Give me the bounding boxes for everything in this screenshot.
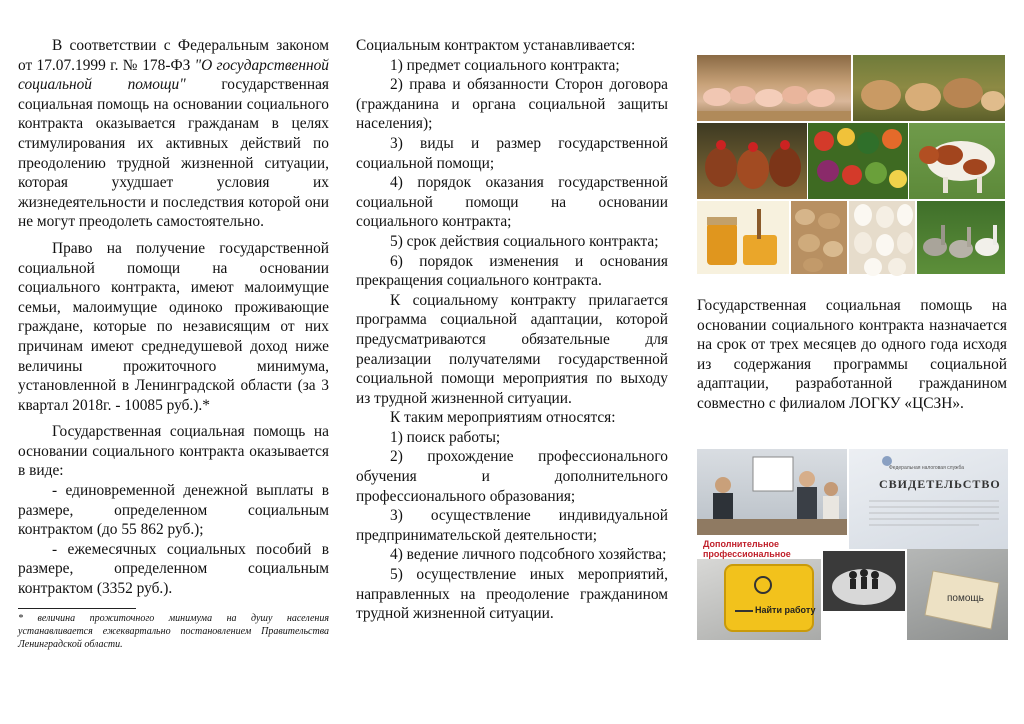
measure-item: 5) осуществление иных мероприятий, направленных на преодоление гражданином трудной жизненной ситуации. bbox=[356, 566, 668, 623]
certificate-photo bbox=[849, 449, 1008, 549]
certificate-header: Федеральная налоговая служба bbox=[889, 465, 965, 471]
measure-item: 1) поиск работы; bbox=[390, 428, 501, 446]
monthly-allowance-item: - ежемесячных социальных пособий в размере, определенном социальным контрактом (3352 руб.). bbox=[18, 540, 329, 598]
honey-photo bbox=[697, 201, 789, 274]
contract-item: 6) порядок изменения и основания прекращения социального контракта. bbox=[356, 252, 668, 290]
measure-item: 3) осуществление индивидуальной предпринимательской деятельности; bbox=[356, 507, 668, 544]
keyboard-photo bbox=[697, 559, 821, 640]
right-column bbox=[697, 296, 1007, 414]
helping-hands-photo bbox=[823, 551, 905, 611]
potatoes-photo bbox=[791, 201, 847, 274]
footnote-divider bbox=[18, 608, 136, 609]
contract-item: 3) виды и размер государственной социальной помощи; bbox=[356, 134, 668, 172]
contract-item: 5) срок действия социального контракта; bbox=[390, 232, 659, 250]
piglets-photo bbox=[697, 55, 851, 121]
footnote: * величина прожиточного минимума на душу населения устанавливается ежеквартально постановлением Правительства Ленинградской области. bbox=[18, 612, 329, 650]
geese-photo bbox=[917, 201, 1005, 274]
measure-item: 2) прохождение профессионального обучения и дополнительного профессионального образования; bbox=[356, 448, 668, 505]
help-note-photo bbox=[907, 549, 1008, 640]
find-job-key-label: Найти работу bbox=[755, 605, 816, 615]
measure-item: 4) ведение личного подсобного хозяйства; bbox=[390, 546, 667, 564]
contract-item: 2) права и обязанности Сторон договора (гражданина и органа социальной защиты населения); bbox=[356, 76, 668, 133]
duration-paragraph: Государственная социальная помощь на основании социального контракта назначается на срок от трех месяцев до одного года исходя из содержания программы социальной адаптации, разработанной гражданином совместно с филиалом ЛОГКУ «ЦСЗН». bbox=[697, 297, 1007, 412]
meeting-photo bbox=[697, 449, 847, 535]
lump-sum-item: - единовременной денежной выплаты в размере, определенном социальным контрактом (до 55 862 руб.); bbox=[18, 482, 329, 539]
help-note-label: помощь bbox=[947, 593, 984, 604]
intro-text-continued: государственная социальная помощь на основании социального контракта оказывается гражданам в целях стимулирования их активных действий по преодолению трудной жизненной ситуации, которая ухудшает условия их жизнедеятельности и последствия которой они не могут преодолеть самостоятельно. bbox=[18, 76, 329, 231]
eggs-photo bbox=[849, 201, 915, 274]
law-title: "О государственной социальной помощи" bbox=[18, 56, 329, 94]
measures-heading: К таким мероприятиям относятся: bbox=[390, 409, 616, 427]
contract-heading: Социальным контрактом устанавливается: bbox=[356, 37, 636, 54]
adaptation-program-paragraph: К социальному контракту прилагается программа социальной адаптации, которой предусматриваются обязательные для реализации получателями государственной социальной помощи мероприятия по выходу из трудной жизненной ситуации. bbox=[356, 291, 668, 407]
contract-item: 1) предмет социального контракта; bbox=[390, 56, 620, 74]
certificate-title: СВИДЕТЕЛЬСТВО bbox=[879, 477, 1001, 491]
contract-item: 4) порядок оказания государственной социальной помощи на основании социального контракта; bbox=[356, 174, 668, 231]
farm-collage-image bbox=[697, 55, 1005, 274]
chickens-photo bbox=[697, 123, 807, 199]
rabbits-photo bbox=[853, 55, 1005, 121]
middle-column bbox=[356, 0, 668, 624]
eligibility-paragraph: Право на получение государственной социальной помощи на основании социального контракта, имеют малоимущие семьи, малоимущие одиноко проживающие граждане, которые по независящим от них причинам имеют среднедушевой доход ниже величины прожиточного минимума, установленной в Ленинградской области (за 3 квартал 2018г. - 10085 руб.).* bbox=[18, 239, 329, 414]
left-column bbox=[18, 0, 329, 661]
education-tag-label: Дополнительное профессиональное bbox=[703, 539, 791, 559]
vegetables-photo bbox=[808, 123, 908, 199]
cow-photo bbox=[909, 123, 1005, 199]
employment-collage-image bbox=[697, 449, 1008, 640]
intro-paragraph bbox=[18, 36, 329, 232]
forms-paragraph: Государственная социальная помощь на основании социального контракта оказывается в виде: bbox=[18, 423, 329, 480]
intro-text: В соответствии с Федеральным законом от 17.07.1999 г. № 178-ФЗ bbox=[18, 37, 329, 74]
